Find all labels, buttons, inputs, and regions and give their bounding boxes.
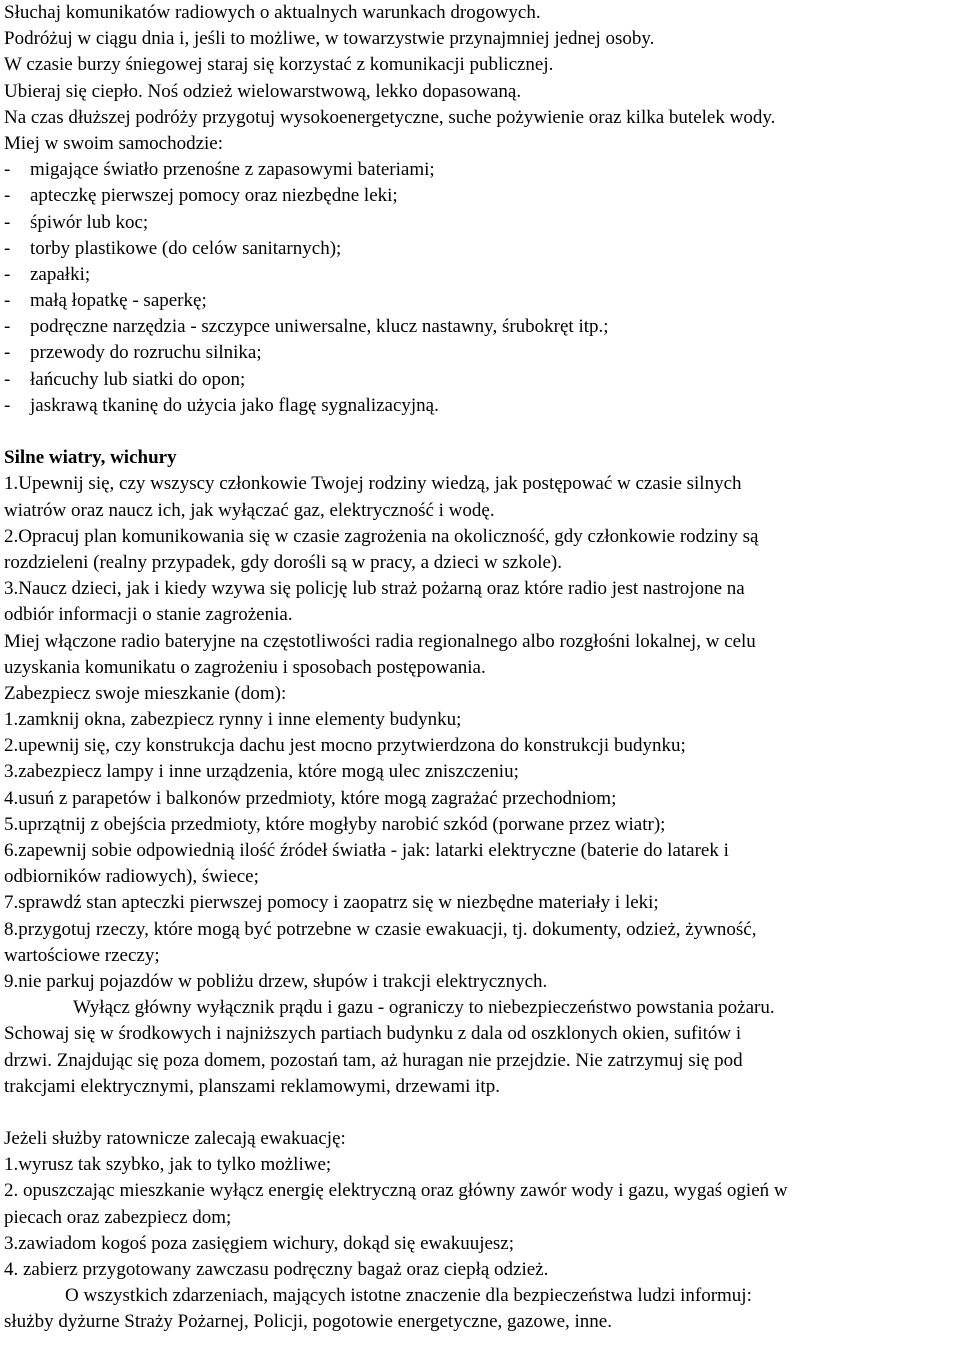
text-line: 2.upewnij się, czy konstrukcja dachu jest mocno przytwierdzona do konstrukcji budynku; bbox=[4, 735, 686, 757]
text-line: 1.wyrusz tak szybko, jak to tylko możliwe; bbox=[4, 1154, 332, 1176]
switch-off-paragraph bbox=[4, 995, 956, 1100]
list-dash: - bbox=[4, 237, 11, 259]
list-item-text: małą łopatkę - saperkę; bbox=[30, 290, 207, 312]
text-line: Podróżuj w ciągu dnia i, jeśli to możliwe, w towarzystwie przynajmniej jednej osoby. bbox=[4, 28, 655, 50]
text-line: 1.zamknij okna, zabezpiecz rynny i inne elementy budynku; bbox=[4, 709, 462, 731]
winter-travel-section bbox=[4, 0, 956, 157]
text-line: 9.nie parkuj pojazdów w pobliżu drzew, słupów i trakcji elektrycznych. bbox=[4, 970, 548, 992]
list-item-text: zapałki; bbox=[30, 263, 91, 285]
text-line: piecach oraz zabezpiecz dom; bbox=[4, 1206, 232, 1228]
list-item bbox=[4, 236, 956, 262]
section-heading: Silne wiatry, wichury bbox=[4, 447, 177, 469]
list-item bbox=[4, 340, 956, 366]
list-dash: - bbox=[4, 316, 11, 338]
text-line: 2.Opracuj plan komunikowania się w czasie zagrożenia na okoliczność, gdy członkowie rodziny są bbox=[4, 525, 759, 547]
text-line: 1.Upewnij się, czy wszyscy członkowie Twojej rodziny wiedzą, jak postępować w czasie silnych bbox=[4, 473, 742, 495]
list-dash: - bbox=[4, 368, 11, 390]
list-dash: - bbox=[4, 290, 11, 312]
list-dash: - bbox=[4, 185, 11, 207]
list-item bbox=[4, 183, 956, 209]
list-item-text: apteczkę pierwszej pomocy oraz niezbędne leki; bbox=[30, 185, 398, 207]
wind-section bbox=[4, 445, 956, 995]
list-item bbox=[4, 288, 956, 314]
list-item bbox=[4, 314, 956, 340]
list-dash: - bbox=[4, 342, 11, 364]
text-line: służby dyżurne Straży Pożarnej, Policji, pogotowie energetyczne, gazowe, inne. bbox=[4, 1311, 612, 1333]
list-item-text: migające światło przenośne z zapasowymi bateriami; bbox=[30, 159, 435, 181]
text-line: Miej włączone radio bateryjne na częstotliwości radia regionalnego albo rozgłośni lokalnej, w celu bbox=[4, 630, 756, 652]
text-line: Miej w swoim samochodzie: bbox=[4, 132, 223, 154]
text-line: 3.zawiadom kogoś poza zasięgiem wichury, dokąd się ewakuujesz; bbox=[4, 1232, 515, 1254]
text-line: Ubieraj się ciepło. Noś odzież wielowarstwową, lekko dopasowaną. bbox=[4, 80, 522, 102]
list-item bbox=[4, 262, 956, 288]
text-line: Na czas dłuższej podróży przygotuj wysokoenergetyczne, suche pożywienie oraz kilka butelek wody. bbox=[4, 106, 776, 128]
text-line: 7.sprawdź stan apteczki pierwszej pomocy i zaopatrz się w niezbędne materiały i leki; bbox=[4, 892, 659, 914]
list-dash: - bbox=[4, 394, 11, 416]
list-item bbox=[4, 393, 956, 419]
list-item-text: podręczne narzędzia - szczypce uniwersalne, klucz nastawny, śrubokręt itp.; bbox=[30, 316, 609, 338]
text-line: drzwi. Znajdując się poza domem, pozostań tam, aż huragan nie przejdzie. Nie zatrzymuj się pod bbox=[4, 1049, 743, 1071]
list-dash: - bbox=[4, 211, 11, 233]
text-line: Jeżeli służby ratownicze zalecają ewakuację: bbox=[4, 1128, 346, 1150]
list-item-text: przewody do rozruchu silnika; bbox=[30, 342, 262, 364]
text-line: 5.uprzątnij z obejścia przedmioty, które mogłyby narobić szkód (porwane przez wiatr); bbox=[4, 813, 666, 835]
text-line: 8.przygotuj rzeczy, które mogą być potrzebne w czasie ewakuacji, tj. dokumenty, odzież, żywność, bbox=[4, 918, 757, 940]
text-line: 6.zapewnij sobie odpowiednią ilość źródeł światła - jak: latarki elektryczne (baterie do latarek i bbox=[4, 840, 729, 861]
text-line: odbiór informacji o stanie zagrożenia. bbox=[4, 604, 293, 626]
list-item bbox=[4, 157, 956, 183]
text-line: 2. opuszczając mieszkanie wyłącz energię elektryczną oraz główny zawór wody i gazu, wygaś ogień w bbox=[4, 1180, 788, 1202]
car-items-list bbox=[4, 157, 956, 419]
list-dash: - bbox=[4, 159, 11, 181]
text-line: rozdzieleni (realny przypadek, gdy dorośli są w pracy, a dzieci w szkole). bbox=[4, 551, 562, 573]
text-line: 3.Naucz dzieci, jak i kiedy wzywa się policję lub straż pożarną oraz które radio jest nastrojone na bbox=[4, 578, 745, 600]
text-line: 4. zabierz przygotowany zawczasu podręczny bagaż oraz ciepłą odzież. bbox=[4, 1259, 549, 1280]
text-line: 4.usuń z parapetów i balkonów przedmioty, które mogą zagrażać przechodniom; bbox=[4, 787, 617, 809]
text-line: W czasie burzy śniegowej staraj się korzystać z komunikacji publicznej. bbox=[4, 54, 554, 76]
closing-paragraph bbox=[4, 1283, 956, 1335]
text-line: odbiorników radiowych), świece; bbox=[4, 866, 259, 888]
text-line: O wszystkich zdarzeniach, mających istotne znaczenie dla bezpieczeństwa ludzi informuj: bbox=[65, 1285, 752, 1307]
text-line: Wyłącz główny wyłącznik prądu i gazu - ograniczy to niebezpieczeństwo powstania pożaru. bbox=[73, 997, 775, 1019]
spacer bbox=[4, 1100, 956, 1126]
text-line: Słuchaj komunikatów radiowych o aktualnych warunkach drogowych. bbox=[4, 2, 541, 23]
text-line: 3.zabezpiecz lampy i inne urządzenia, które mogą ulec zniszczeniu; bbox=[4, 761, 519, 783]
list-item bbox=[4, 210, 956, 236]
evacuation-section bbox=[4, 1126, 956, 1283]
text-line: wartościowe rzeczy; bbox=[4, 944, 160, 966]
text-line: wiatrów oraz naucz ich, jak wyłączać gaz, elektryczność i wodę. bbox=[4, 499, 495, 521]
list-item-text: śpiwór lub koc; bbox=[30, 211, 149, 233]
spacer bbox=[4, 419, 956, 445]
list-dash: - bbox=[4, 263, 11, 285]
list-item-text: łańcuchy lub siatki do opon; bbox=[30, 368, 246, 390]
text-line: trakcjami elektrycznymi, planszami reklamowymi, drzewami itp. bbox=[4, 1075, 500, 1097]
text-line: Zabezpiecz swoje mieszkanie (dom): bbox=[4, 682, 287, 704]
text-line: uzyskania komunikatu o zagrożeniu i sposobach postępowania. bbox=[4, 656, 486, 678]
list-item-text: jaskrawą tkaninę do użycia jako flagę sygnalizacyjną. bbox=[30, 394, 439, 416]
list-item-text: torby plastikowe (do celów sanitarnych); bbox=[30, 237, 342, 259]
list-item bbox=[4, 367, 956, 393]
text-line: Schowaj się w środkowych i najniższych partiach budynku z dala od oszklonych okien, sufitów i bbox=[4, 1023, 742, 1045]
